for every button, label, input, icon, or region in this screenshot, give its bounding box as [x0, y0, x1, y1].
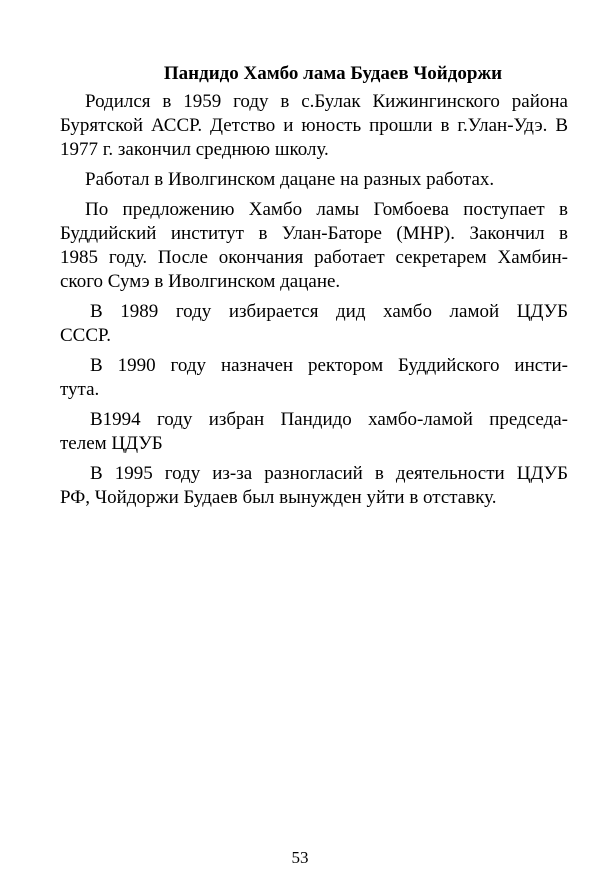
text-line: СССР. [60, 325, 111, 346]
paragraph [60, 354, 568, 402]
text-line: РФ, Чойдоржи Будаев был вынужден уйти в отставку. [60, 487, 497, 508]
paragraph [60, 90, 568, 162]
text-line: Бурятской АССР. Детство и юность прошли в г.Улан-Удэ. В [60, 115, 568, 136]
document-page [60, 62, 568, 516]
text-line: В 1995 году из-за разногласий в деятельности ЦДУБ [90, 463, 568, 484]
text-line: ского Сумэ в Иволгинском дацане. [60, 271, 341, 292]
document-title: Пандидо Хамбо лама Будаев Чойдоржи [163, 63, 503, 84]
paragraph [60, 408, 568, 456]
text-line: 1977 г. закончил среднюю школу. [60, 139, 329, 160]
paragraph [60, 462, 568, 510]
text-line: тута. [60, 379, 100, 400]
text-line: Работал в Иволгинском дацане на разных работах. [85, 169, 495, 190]
paragraph [60, 300, 568, 348]
paragraph [60, 198, 568, 294]
text-line: Родился в 1959 году в с.Булак Кижингинского района [85, 91, 568, 112]
text-line: 1985 году. После окончания работает секретарем Хамбин- [60, 247, 568, 268]
page-number: 53 [291, 848, 309, 867]
text-line: телем ЦДУБ [60, 433, 163, 454]
paragraph [60, 168, 568, 192]
document-body [60, 90, 568, 510]
text-line: Буддийский институт в Улан-Баторе (МНР). Закончил в [60, 223, 568, 244]
text-line: По предложению Хамбо ламы Гомбоева поступает в [85, 199, 568, 220]
text-line: В 1990 году назначен ректором Буддийского инсти- [90, 355, 568, 376]
text-line: В1994 году избран Пандидо хамбо-ламой председа- [90, 409, 568, 430]
text-line: В 1989 году избирается дид хамбо ламой ЦДУБ [90, 301, 568, 322]
